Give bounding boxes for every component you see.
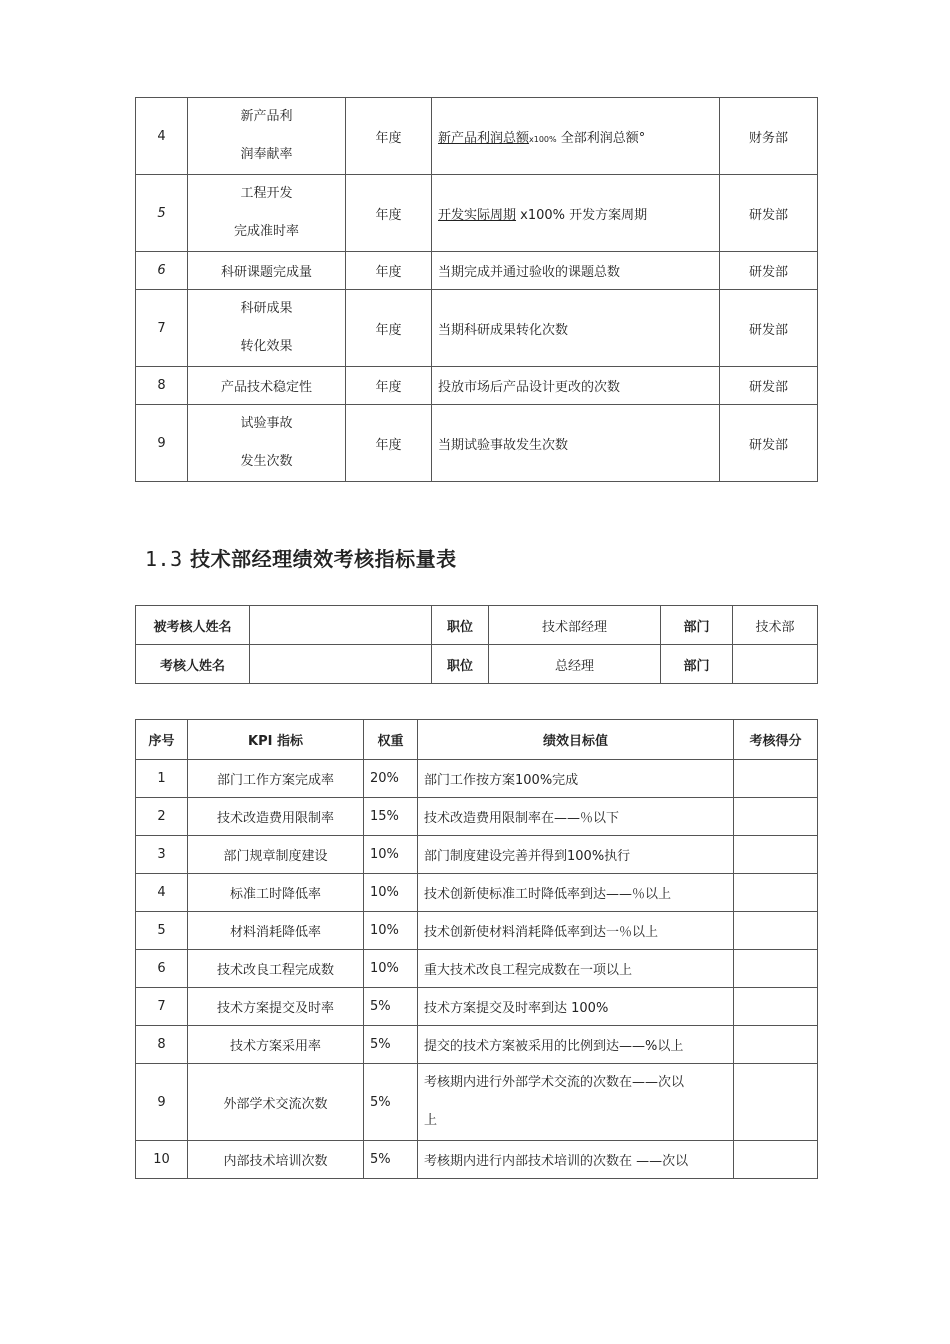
- indicator-name: 产品技术稳定性: [188, 367, 346, 405]
- indicator-name-line1: 科研成果: [240, 301, 293, 316]
- department: 财务部: [720, 98, 818, 175]
- indicator-name-line2: 润奉献率: [240, 147, 293, 162]
- table-row: [136, 175, 818, 252]
- kpi-score-field[interactable]: [734, 950, 818, 988]
- department: 研发部: [720, 405, 818, 482]
- indicator-table-continued: [135, 97, 818, 482]
- department-value: [733, 645, 818, 684]
- indicator-name-line2: 完成准时率: [233, 224, 299, 239]
- period: 年度: [346, 367, 432, 405]
- formula: [432, 175, 720, 252]
- department: 研发部: [720, 175, 818, 252]
- table-row: [136, 950, 818, 988]
- position-label: 职位: [432, 606, 489, 645]
- header-target: 绩效目标值: [418, 720, 734, 760]
- kpi-target: 部门制度建设完善并得到100%执行: [418, 836, 734, 874]
- header-no: 序号: [136, 720, 188, 760]
- table-row: [136, 405, 818, 482]
- formula-multiplier: x100%: [529, 134, 557, 144]
- kpi-name: 部门规章制度建设: [188, 836, 364, 874]
- row-number: 1: [136, 760, 188, 798]
- row-number: 4: [136, 98, 188, 175]
- table-header-row: [136, 720, 818, 760]
- table-row: [136, 874, 818, 912]
- header-kpi: KPI 指标: [188, 720, 364, 760]
- row-number: 5: [136, 912, 188, 950]
- period: 年度: [346, 252, 432, 290]
- kpi-score-field[interactable]: [734, 1141, 818, 1179]
- indicator-name: [188, 290, 346, 367]
- kpi-target: 技术方案提交及时率到达 100%: [418, 988, 734, 1026]
- kpi-name: 部门工作方案完成率: [188, 760, 364, 798]
- indicator-name: 科研课题完成量: [188, 252, 346, 290]
- indicator-name-line1: 试验事故: [240, 416, 293, 431]
- row-number: 5: [136, 175, 188, 252]
- kpi-score-field[interactable]: [734, 760, 818, 798]
- table-row: [136, 760, 818, 798]
- indicator-name-line1: 新产品利: [240, 109, 293, 124]
- table-row: [136, 1064, 818, 1141]
- assessee-label: 被考核人姓名: [136, 606, 250, 645]
- formula: 当期科研成果转化次数: [432, 290, 720, 367]
- table-row: [136, 988, 818, 1026]
- kpi-name: 技术改良工程完成数: [188, 950, 364, 988]
- formula: 当期完成并通过验收的课题总数: [432, 252, 720, 290]
- row-number: 3: [136, 836, 188, 874]
- kpi-weight: 10%: [364, 912, 418, 950]
- kpi-target: 技术创新使标准工时降低率到达——％以上: [418, 874, 734, 912]
- kpi-target: [418, 1064, 734, 1141]
- department: 研发部: [720, 252, 818, 290]
- section-title: 技术部经理绩效考核指标量表: [190, 547, 457, 571]
- header-weight: 权重: [364, 720, 418, 760]
- table-row: [136, 912, 818, 950]
- position-value: 总经理: [489, 645, 661, 684]
- kpi-target-line2: 上: [424, 1113, 438, 1128]
- kpi-score-field[interactable]: [734, 988, 818, 1026]
- period: 年度: [346, 98, 432, 175]
- row-number: 7: [136, 988, 188, 1026]
- kpi-table: [135, 719, 818, 1179]
- kpi-weight: 20%: [364, 760, 418, 798]
- formula-denominator: 全部利润总额°: [560, 130, 646, 146]
- header-score: 考核得分: [734, 720, 818, 760]
- indicator-name-line2: 发生次数: [240, 454, 293, 469]
- table-row: [136, 1026, 818, 1064]
- formula: [432, 98, 720, 175]
- kpi-target-line1: 考核期内进行外部学术交流的次数在——次以: [424, 1075, 685, 1090]
- kpi-target: 考核期内进行内部技术培训的次数在 ——次以: [418, 1141, 734, 1179]
- kpi-name: 标准工时降低率: [188, 874, 364, 912]
- kpi-weight: 5%: [364, 988, 418, 1026]
- row-number: 9: [136, 1064, 188, 1141]
- assessor-name-field[interactable]: [250, 645, 432, 684]
- table-row: [136, 98, 818, 175]
- position-label: 职位: [432, 645, 489, 684]
- kpi-name: 技术方案采用率: [188, 1026, 364, 1064]
- row-number: 9: [136, 405, 188, 482]
- section-number: 1.3: [145, 547, 183, 571]
- section-heading: [145, 543, 457, 572]
- period: 年度: [346, 405, 432, 482]
- position-value: 技术部经理: [489, 606, 661, 645]
- kpi-weight: 10%: [364, 950, 418, 988]
- kpi-score-field[interactable]: [734, 1026, 818, 1064]
- kpi-score-field[interactable]: [734, 1064, 818, 1141]
- assessor-label: 考核人姓名: [136, 645, 250, 684]
- indicator-name: [188, 98, 346, 175]
- formula-numerator: 新产品利润总额: [438, 130, 530, 146]
- row-number: 8: [136, 1026, 188, 1064]
- period: 年度: [346, 175, 432, 252]
- kpi-name: 材料消耗降低率: [188, 912, 364, 950]
- kpi-target: 提交的技术方案被采用的比例到达——%以上: [418, 1026, 734, 1064]
- kpi-name: 内部技术培训次数: [188, 1141, 364, 1179]
- formula-denominator: 开发方案周期: [569, 207, 648, 223]
- table-row: [136, 367, 818, 405]
- table-row: [136, 1141, 818, 1179]
- kpi-target: 技术改造费用限制率在——％以下: [418, 798, 734, 836]
- row-number: 7: [136, 290, 188, 367]
- department-label: 部门: [661, 645, 733, 684]
- indicator-name-line1: 工程开发: [240, 186, 293, 201]
- indicator-name: [188, 175, 346, 252]
- kpi-score-field[interactable]: [734, 912, 818, 950]
- formula: 当期试验事故发生次数: [432, 405, 720, 482]
- table-row: [136, 836, 818, 874]
- kpi-name: 外部学术交流次数: [188, 1064, 364, 1141]
- kpi-weight: 10%: [364, 836, 418, 874]
- formula-multiplier: x100%: [520, 207, 566, 223]
- indicator-name: [188, 405, 346, 482]
- kpi-score-field[interactable]: [734, 836, 818, 874]
- kpi-score-field[interactable]: [734, 798, 818, 836]
- period: 年度: [346, 290, 432, 367]
- formula: 投放市场后产品设计更改的次数: [432, 367, 720, 405]
- row-number: 6: [136, 252, 188, 290]
- kpi-target: 技术创新使材料消耗降低率到达一％以上: [418, 912, 734, 950]
- department: 研发部: [720, 290, 818, 367]
- row-number: 10: [136, 1141, 188, 1179]
- table-row: [136, 606, 818, 645]
- assessee-name-field[interactable]: [250, 606, 432, 645]
- kpi-name: 技术改造费用限制率: [188, 798, 364, 836]
- kpi-target: 重大技术改良工程完成数在一项以上: [418, 950, 734, 988]
- kpi-weight: 15%: [364, 798, 418, 836]
- table-row: [136, 645, 818, 684]
- kpi-score-field[interactable]: [734, 874, 818, 912]
- table-row: [136, 290, 818, 367]
- row-number: 6: [136, 950, 188, 988]
- assessment-info-table: [135, 605, 818, 684]
- row-number: 4: [136, 874, 188, 912]
- table-row: [136, 798, 818, 836]
- row-number: 2: [136, 798, 188, 836]
- kpi-weight: 5%: [364, 1026, 418, 1064]
- kpi-target: 部门工作按方案100%完成: [418, 760, 734, 798]
- kpi-weight: 5%: [364, 1064, 418, 1141]
- kpi-weight: 10%: [364, 874, 418, 912]
- table-row: [136, 252, 818, 290]
- kpi-weight: 5%: [364, 1141, 418, 1179]
- indicator-name-line2: 转化效果: [240, 339, 293, 354]
- formula-numerator: 开发实际周期: [438, 207, 517, 223]
- department: 研发部: [720, 367, 818, 405]
- kpi-name: 技术方案提交及时率: [188, 988, 364, 1026]
- department-label: 部门: [661, 606, 733, 645]
- department-value: 技术部: [733, 606, 818, 645]
- row-number: 8: [136, 367, 188, 405]
